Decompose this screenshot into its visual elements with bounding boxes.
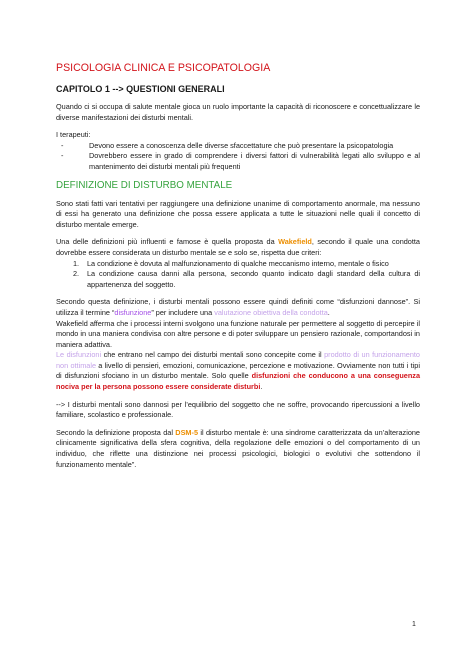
page-number: 1 [412, 621, 416, 628]
text-run: . [260, 382, 263, 392]
highlight-le-disfunzioni: Le disfunzioni [56, 350, 102, 360]
text-run: Secondo la definizione proposta dal [56, 427, 176, 437]
text-run: Una delle definizioni più influenti e famose è quella proposta da [56, 237, 279, 247]
section-heading: DEFINIZIONE DI DISTURBO MENTALE [56, 179, 233, 191]
therapists-label: I terapeuti: [56, 130, 91, 140]
highlight-wakefield: Wakefield [278, 237, 312, 247]
list-item [56, 269, 420, 290]
list-item [56, 151, 420, 172]
highlight-dsm5: DSM-5 [175, 427, 198, 437]
therapist-list [56, 141, 420, 173]
paragraph-attempts: Sono stati fatti vari tentativi per raggiungere una definizione unanime di comportamento anormale, ma nessuno di essi ha generato una definizione che possa essere applicata a tutte le situazioni nelle quali il concetto di disturbo mentale emerge. [56, 198, 420, 229]
text-run: . [327, 307, 330, 317]
paragraph-wakefield [56, 237, 420, 258]
list-number: 2. [73, 269, 80, 279]
text-run: il disturbo mentale è: una sindrome caratterizzata da un’alterazione clinicamente significativa della sfera cognitiva, della regolazione delle emozioni o del comportamento di un individuo, che riflette una distinzione nei processi psicologici, biologici o evolutivi che sottendono il funzionamento mentale”. [56, 427, 420, 469]
list-item-text: La condizione è dovuta al malfunzionamento di qualche meccanismo interno, mentale o fisico [87, 258, 389, 268]
highlight-objective-evaluation: valutazione obiettiva della condotta [214, 307, 328, 317]
text-run: a livello di pensieri, emozioni, comunicazione, percezione e motivazione. Ovviamente non tutti i tipi di disfunzioni sfociano in un disturbo mentale. Solo quelle [56, 360, 420, 381]
list-number: 1. [73, 258, 80, 268]
paragraph-harmful-dysfunctions [56, 297, 420, 318]
list-item [56, 141, 420, 152]
highlight-non-optimal-functioning: prodotto di un funzionamento non ottimale [56, 350, 420, 370]
paragraph-internal-processes: Wakefield afferma che i processi interni svolgono una funzione naturale per permettere al soggetto di percepire il mondo in una maniera condivisa con altre persone e di poter sviluppare un pensiero razionale, comportandosi in maniera adattiva. [56, 318, 420, 349]
chapter-heading: CAPITOLO 1 --> QUESTIONI GENERALI [56, 84, 225, 94]
paragraph-dysfunctions [56, 350, 420, 392]
text-run: , secondo il quale una condotta dovrebbe essere considerata un disturbo mentale se e solo se, rispetta due criteri: [56, 237, 420, 257]
paragraph-dsm5 [56, 428, 420, 470]
list-item-text: Devono essere a conoscenza delle diverse sfaccettature che può presentare la psicopatologia [89, 140, 394, 150]
page-content [56, 62, 420, 477]
dash-bullet: - [61, 151, 64, 161]
dash-bullet: - [61, 140, 64, 150]
highlight-harmful-consequence: disfunzioni che conducono a una conseguenza nociva per la persona possono essere considerate disturbi [56, 371, 420, 392]
text-run: che entrano nel campo dei disturbi mentali sono concepite come il [101, 350, 325, 360]
criteria-list [56, 259, 420, 291]
text-run: ” per includere una [151, 307, 215, 317]
paragraph-harm: --> I disturbi mentali sono dannosi per l’equilibrio del soggetto che ne soffre, provocando ripercussioni a livello familiare, scolastico e professionale. [56, 399, 420, 420]
list-item-text: Dovrebbero essere in grado di comprendere i diversi fattori di vulnerabilità legati allo sviluppo e al mantenimento dei disturbi mentali più frequenti [89, 151, 420, 171]
list-item-text: La condizione causa danni alla persona, secondo quanto indicato dagli standard della cultura di appartenenza del soggetto. [87, 269, 420, 289]
highlight-disfunzione: disfunzione [114, 307, 152, 317]
text-run: Secondo questa definizione, i disturbi mentali possono essere quindi definiti come “disfunzioni dannose”. Si utilizza il termine “ [56, 297, 420, 317]
document-title: PSICOLOGIA CLINICA E PSICOPATOLOGIA [56, 62, 271, 74]
list-item [56, 259, 420, 270]
intro-paragraph: Quando ci si occupa di salute mentale gioca un ruolo importante la capacità di riconoscere e concettualizzare le diverse manifestazioni dei disturbi mentali. [56, 102, 420, 122]
